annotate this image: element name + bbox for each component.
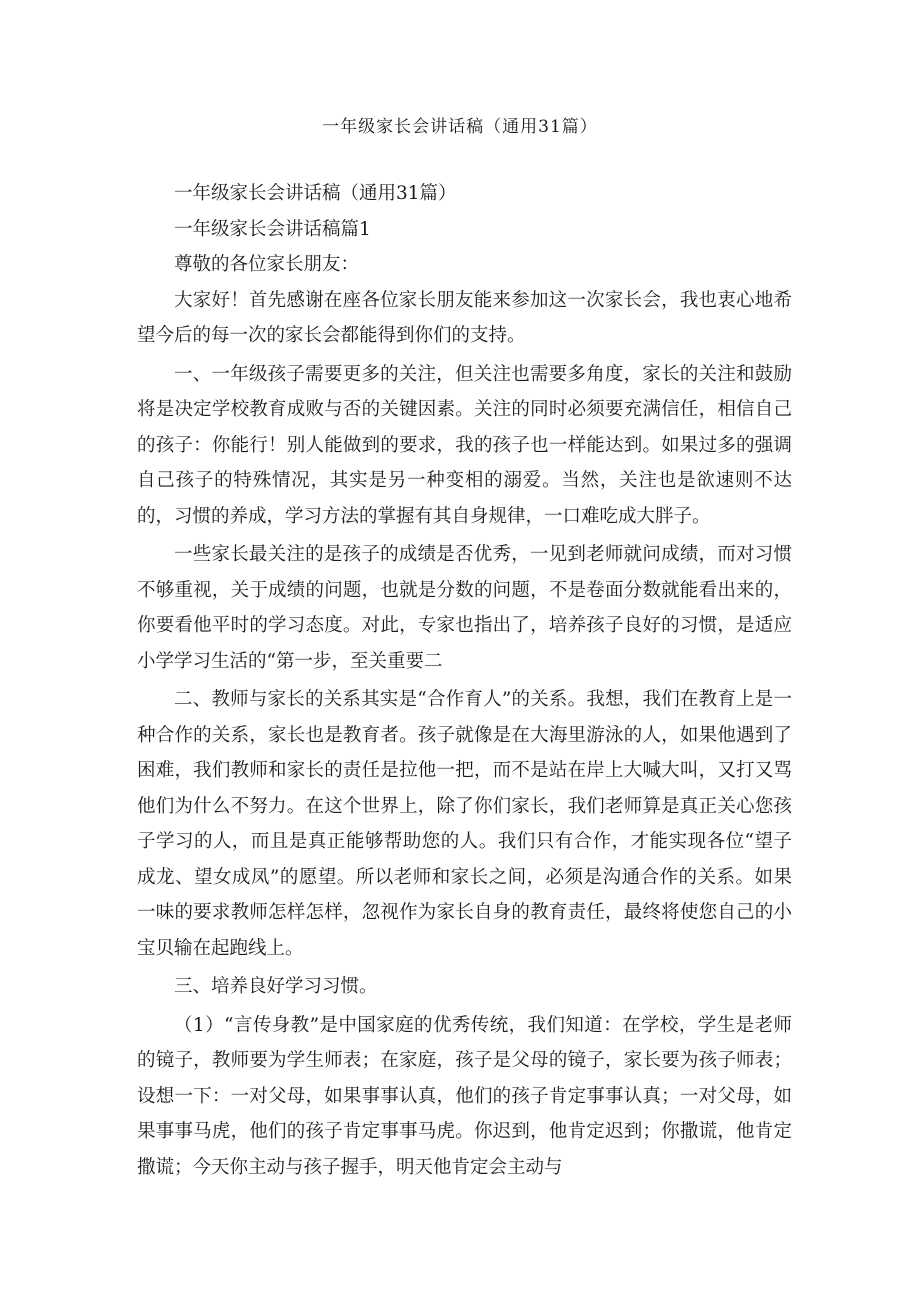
paragraph: 三、培养良好学习习惯。 [174,976,378,997]
paragraph: 二、教师与家长的关系其实是“合作育人”的关系。我想，我们在教育上是一种合作的关系，家长也是教育者。孩子就像是在大海里游泳的人，如果他遇到了困难，我们教师和家长的责任是拉他一把，而不是站在岸上大喊大叫，又打又骂他们为什么不努力。在这个世界上，除了你们家长，我们老师算是真正关心您孩子学习的人，而且是真正能够帮助您的人。我们只有合作，才能实现各位“望子成龙、望女成凤”的愿望。所以老师和家长之间，必须是沟通合作的关系。如果一味的要求教师怎样怎样，忽视作为家长自身的教育责任，最终将使您自己的小宝贝输在起跑线上。 [137,689,792,959]
paragraph: （1）“言传身教”是中国家庭的优秀传统，我们知道：在学校，学生是老师的镜子，教师要为学生师表；在家庭，孩子是父母的镜子，家长要为孩子师表；设想一下：一对父母，如果事事认真，他们的孩子肯定事事认真；一对父母，如果事事马虎，他们的孩子肯定事事马虎。你迟到，他肯定迟到；你撒谎，他肯定撒谎；今天你主动与孩子握手，明天他肯定会主动与 [137,1014,792,1178]
document-body [137,176,792,1185]
paragraph: 一些家长最关注的是孩子的成绩是否优秀，一见到老师就问成绩，而对习惯不够重视，关于成绩的问题，也就是分数的问题，不是卷面分数就能看出来的，你要看他平时的学习态度。对此，专家也指出了，培养孩子良好的习惯，是适应小学学习生活的“第一步，至关重要二 [137,544,792,672]
paragraph: 一、一年级孩子需要更多的关注，但关注也需要多角度，家长的关注和鼓励将是决定学校教育成败与否的关键因素。关注的同时必须要充满信任，相信自己的孩子：你能行！别人能做到的要求，我的孩子也一样能达到。如果过多的强调自己孩子的特殊情况，其实是另一种变相的溺爱。当然，关注也是欲速则不达的，习惯的养成，学习方法的掌握有其自身规律，一口难吃成大胖子。 [137,363,792,527]
document-title: 一年级家长会讲话稿（通用31篇） [322,117,598,137]
paragraph: 一年级家长会讲话稿篇1 [174,218,371,240]
paragraph: 大家好！首先感谢在座各位家长朋友能来参加这一次家长会，我也衷心地希望今后的每一次的家长会都能得到你们的支持。 [137,289,792,346]
paragraph: 一年级家长会讲话稿（通用31篇） [174,183,457,204]
paragraph: 尊敬的各位家长朋友： [174,254,360,275]
